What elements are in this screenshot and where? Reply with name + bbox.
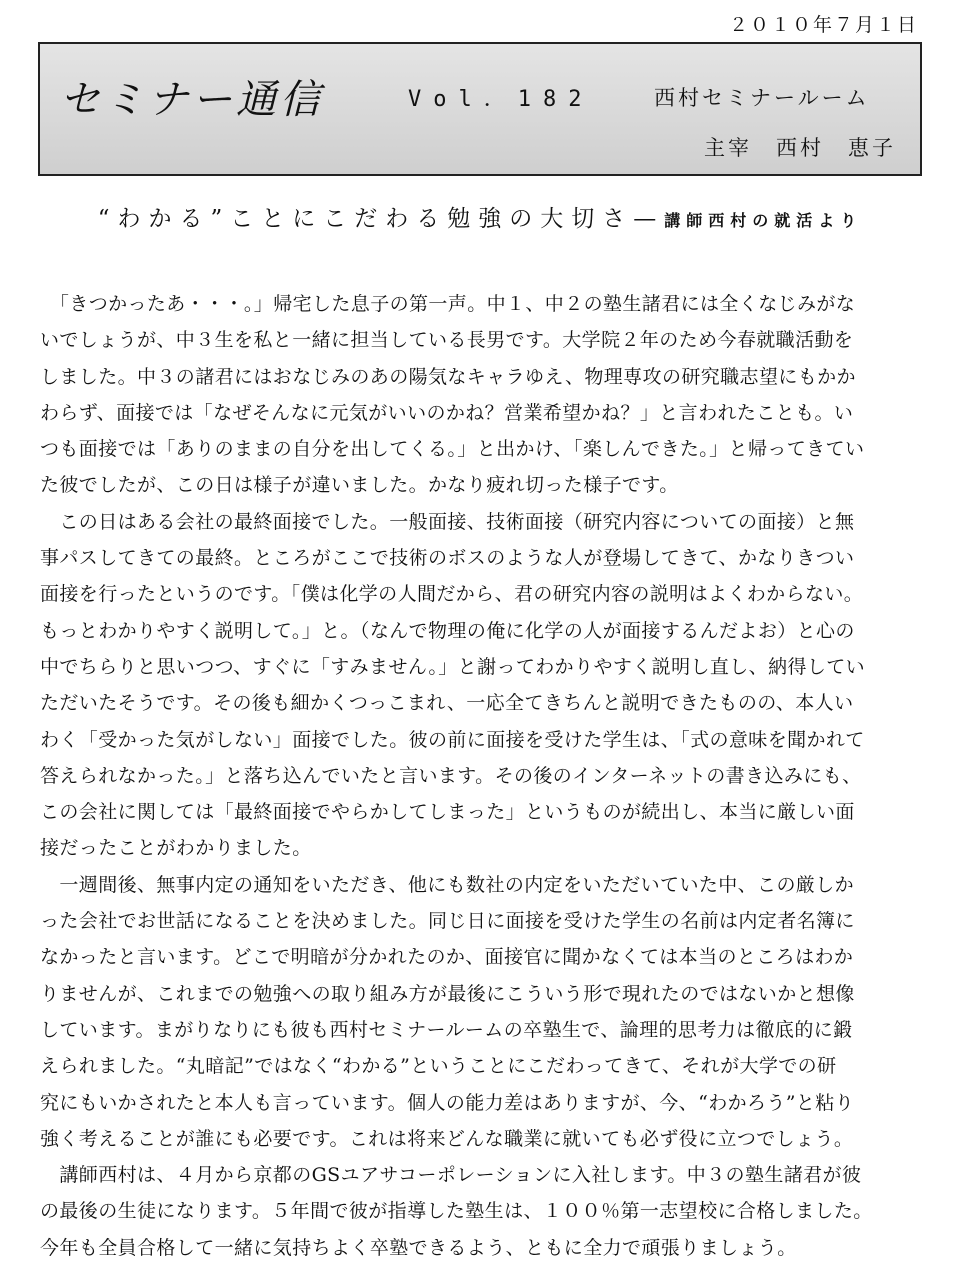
paragraph-2 [40, 504, 924, 867]
text-line: 答えられなかった。」と落ち込んでいたと言います。その後のインターネットの書き込みにも、 [40, 764, 862, 787]
text-line: わく「受かった気がしない」面接でした。彼の前に面接を受けた学生は、「式の意味を聞かれて [40, 728, 865, 751]
text-line: 事パスしてきての最終。ところがここで技術のボスのような人が登場してきて、かなりきつい [40, 547, 855, 570]
article-headline [0, 200, 960, 233]
text-line: しました。中３の諸君にはおなじみのあの陽気なキャラゆえ、物理専攻の研究職志望にもかか [40, 365, 856, 388]
paragraph-3 [40, 867, 924, 1157]
text-line: 接だったことがわかりました。 [40, 837, 312, 860]
text-line: 強く考えることが誰にも必要です。これは将来どんな職業に就いても必ず役に立つでしょう。 [40, 1127, 854, 1150]
volume-number: Vol．182 [408, 87, 594, 112]
newsletter-header [38, 42, 922, 176]
text-line: 講師西村は、４月から京都のGSユアサコーポレーションに入社します。中３の塾生諸君が彼 [40, 1164, 862, 1187]
text-line: 今年も全員合格して一緒に気持ちよく卒塾できるよう、ともに全力で頑張りましょう。 [40, 1236, 797, 1259]
newsletter-title: セミナー通信 [60, 77, 324, 123]
issue-date: ２０１０年７月１日 [728, 14, 918, 36]
text-line: しています。まがりなりにも彼も西村セミナールームの卒塾生で、論理的思考力は徹底的に鍛 [40, 1018, 853, 1041]
text-line: えられました。“丸暗記”ではなく“わかる”ということにこだわってきて、それが大学での研 [40, 1055, 837, 1078]
text-line: わらず、面接では「なぜそんなに元気がいいのかね？営業希望かね？」と言われたことも。い [40, 401, 854, 424]
text-line: もっとわかりやすく説明して。」と。（なんで物理の俺に化学の人が面接するんだよお）と心の [40, 619, 855, 642]
text-line: ただいたそうです。その後も細かくつっこまれ、一応全てきちんと説明できたものの、本人い [40, 692, 854, 715]
paragraph-1 [40, 286, 924, 504]
text-line: た彼でしたが、この日は様子が違いました。かなり疲れ切った様子です。 [40, 474, 679, 497]
text-line: 中でちらりと思いつつ、すぐに「すみません。」と謝ってわかりやすく説明し直し、納得してい [40, 655, 866, 678]
text-line: いでしょうが、中３生を私と一緒に担当している長男です。大学院２年のため今春就職活動を [40, 329, 854, 352]
text-line: 究にもいかされたと本人も言っています。個人の能力差はありますが、今、“わかろう”と粘り [40, 1091, 855, 1114]
text-line: った会社でお世話になることを決めました。同じ日に面接を受けた学生の名前は内定者名簿に [40, 910, 855, 933]
host-name: 主宰 西村 恵子 [704, 136, 896, 160]
text-line: この日はある会社の最終面接でした。一般面接、技術面接（研究内容についての面接）と無 [40, 510, 855, 533]
headline-subtitle: 講師西村の就活より [664, 211, 863, 230]
organization-name: 西村セミナールーム [654, 86, 870, 110]
text-line: この会社に関しては「最終面接でやらかしてしまった」というものが続出し、本当に厳しい面 [40, 801, 855, 824]
text-line: 一週間後、無事内定の通知をいただき、他にも数社の内定をいただいていた中、この厳しか [40, 873, 855, 896]
text-line: りませんが、これまでの勉強への取り組み方が最後にこういう形で現れたのではないかと想像 [40, 982, 855, 1005]
text-line: 「きつかったあ・・・。」帰宅した息子の第一声。中１、中２の塾生諸君には全くなじみがな [40, 293, 856, 315]
headline-main: “わかる”ことにこだわる勉強の大切さ— [97, 206, 665, 232]
article-body [40, 286, 924, 1266]
text-line: の最後の生徒になります。５年間で彼が指導した塾生は、１００％第一志望校に合格しました。 [40, 1200, 873, 1223]
text-line: 面接を行ったというのです。「僕は化学の人間だから、君の研究内容の説明はよくわからない。 [40, 583, 864, 606]
text-line: なかったと言います。どこで明暗が分かれたのか、面接官に聞かなくては本当のところはわか [40, 946, 854, 969]
text-line: つも面接では「ありのままの自分を出してくる。」と出かけ、「楽しんできた。」と帰ってきてい [40, 438, 865, 461]
paragraph-4 [40, 1157, 924, 1266]
